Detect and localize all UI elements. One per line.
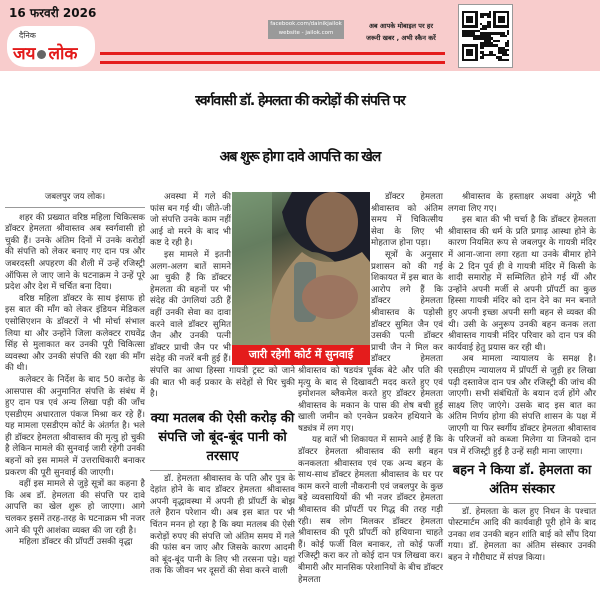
article-paragraph: श्रीवास्तव के हस्ताक्षर अथवा अंगूठे भी लगवा लिए गए। <box>448 192 596 214</box>
article-paragraph: वहीं इस मामले से जुड़े सूत्रों का कहना है कि अब डॉ. हेमलता की संपत्ति पर दावे आपत्ति का खेल शुरू हो जाएगा। आगे चलकर इसमें तरह-तरह के घटनाक्रम भी नजर आने की पूरी आशंका व्यक्त की जा रही है। <box>5 479 145 536</box>
website-link[interactable]: website - jailok.com <box>278 30 334 36</box>
logo-name-right: लोक <box>48 44 78 64</box>
qr-code-icon[interactable] <box>458 4 513 68</box>
article-paragraph: इस बात की भी चर्चा है कि डॉक्टर हेमलता श्रीवास्तव की धर्म के प्रति प्रगाढ़ आस्था होने के कारण नियमित रूप से जबलपुर के गायत्री मंदिर में आना-जाना लगा रहता था उनके बीमार होने के 2 दिन पूर्व ही वे गायत्री मंदिर में किसी के शादी समारोह में सम्मिलित होने गई थीं और उन्होंने अपनी मर्जी से अपनी प्रॉपर्टी का कुछ हिस्सा गायत्री मंदिर को दान देने का मन बनाते हुए अपनी इच्छा अपनी सगी बहन से व्यक्त की थी। उसी के अनुरूप उनकी बहन कनक लता श्रीवास्तव गायत्री मंदिर परिवार को दान पत्र की कार्यवाई हेतु प्रयास कर रही थी। <box>448 215 596 353</box>
article-column-1 <box>5 192 145 549</box>
article-column-4 <box>448 192 596 565</box>
dateline: जबलपुर जय लोक। <box>5 192 145 208</box>
globe-icon <box>37 50 46 59</box>
article-paragraph: इस मामले में इतनी अलग-अलग बातें सामने आ चुकी हैं कि डॉक्टर हेमलता की बहनों पर भी संदेह की उंगलियां उठी हैं वहीं उनकी सेवा का दावा करने वाले डॉक्टर सुमित जैन और उनकी पत्नी डॉक्टर प्राची जैन पर भी संदेह की नजरें बनी हुई हैं। संपत्ति का आधा हिस्सा गायत्री ट्रस्ट को जाने की बात भी कई प्रकार के संदेहों से घिर चुकी है। <box>150 249 295 400</box>
article-paragraph: महिला डॉक्टर की प्रॉपर्टी उसकी वृद्धा <box>19 537 133 548</box>
masthead-rule <box>100 52 445 55</box>
article-paragraph: डॉ. हेमलता श्रीवास्तव के पति और पुत्र के देहांत होने के बाद डॉक्टर हेमलता श्रीवास्तव अपनी वृद्धावस्था में अपनी ही प्रॉपर्टी के बोझ तले हैरान परेशान थी। अब इस बात पर भी चिंतन मनन हो रहा है कि क्या मतलब की ऐसी करोड़ों रुपए की संपत्ति जो अंतिम समय में गले की फांस बन जाए और जिसके कारण आदमी को बूंद-बूंद पानी के लिए भी तरसना पड़े। यहां तक कि जीवन भर दूसरों की सेवा करने वाली <box>150 473 295 577</box>
article-paragraph: अवस्था में गले की फांस बन गई थी। जीते-जी जो संपत्ति उनके काम नहीं आई वो मरने के बाद भी कष्ट दे रही है। <box>150 192 231 249</box>
promo-line: जरूरी खबर , अभी स्कैन करें <box>366 34 436 42</box>
article-paragraph: कलेक्टर के निर्देश के बाद 50 करोड़ के आसपास की अनुमानित संपत्ति के संबंध में हुए दान पत्र एवं अन्य लिखा पड़ी की जाँच एसडीएम अधारताल पंकज मिश्रा कर रहे हैं। यह मामला एसडीएम कोर्ट के अंतर्गत है। भले ही डॉक्टर हेमलता श्रीवास्तव की मृत्यु हो चुकी है लेकिन मामले की सुनवाई जारी रहेगी उनकी बहनों को इस मामले में उत्तराधिकारी बनाकर प्रकरण की पूरी सुनवाई की जाएगी। <box>5 374 145 478</box>
photo-caption: जारी रहेगी कोर्ट में सुनवाई <box>232 345 370 365</box>
headline-line-1: स्वर्गवासी डॉ. हेमलता की करोड़ों की संपत्ति पर <box>195 93 405 109</box>
article-paragraph: डॉक्टर हेमलता श्रीवास्तव को अंतिम समय में चिकित्सीय सेवा के लिए भी मोहताज होना पड़ा। <box>371 192 443 249</box>
article-column-2 <box>150 192 295 578</box>
logo-name-left: जय <box>13 44 36 64</box>
promo-line: अब आपके मोबाइल पर हर <box>368 22 434 30</box>
newspaper-logo <box>7 26 95 67</box>
issue-date: 16 फरवरी 2026 <box>9 6 97 20</box>
social-links <box>268 20 344 39</box>
subheading: क्या मतलब की ऐसी करोड़ की संपत्ति जो बूंद-बूंद पानी को तरसाए <box>150 409 295 471</box>
headline-line-2: अब शुरू होगा दावे आपत्ति का खेल <box>219 149 381 165</box>
scan-promo <box>356 20 446 44</box>
masthead-rule <box>100 61 445 64</box>
article-paragraph: अब मामला न्यायालय के समक्ष है। एसडीएम न्यायालय में प्रॉपर्टी से जुड़ी हर लिखा पढ़ी दस्तावेज दान पत्र और रजिस्ट्री की जांच की जाएगी। सभी संबंधितों के बयान दर्ज होंगे और साक्ष्य लिए जाएंगे। उसके बाद इस बात का अंतिम निर्णय होगा की संपत्ति शासन के पक्ष में जाएगी या फिर स्वर्गीय डॉक्टर हेमलता श्रीवास्तव के परिजनों को कब्जा मिलेगा या जिनको दान पत्र में रजिस्ट्री हुई है उन्हें सही माना जाएगा। <box>448 354 596 458</box>
masthead <box>0 0 600 71</box>
article-paragraph: डॉ. हेमलता के कल हुए निधन के पश्चात पोस्टमार्टम आदि की कार्यवाही पूरी होने के बाद उनका शव उनकी बहन शांति बाई को सौंप दिया गया। डॉ. हेमलता का अंतिम संस्कार उनकी बहन ने गौरीघाट में संपन्न किया। <box>448 506 596 564</box>
facebook-link[interactable]: facebook.com/dainikjailok <box>270 21 342 27</box>
article-paragraph: शहर की प्रख्यात वरिष्ठ महिला चिकित्सक डॉक्टर हेमलता श्रीवास्तव अब स्वर्गवासी हो चुकी हैं। उनके अंतिम दिनों में उनके करोड़ों की संपत्ति को लेकर बनाए गए दान पत्र और जबरदस्ती अपहरण की शैली में उन्हें रजिस्ट्री ऑफिस ले जाए जाने के घटनाक्रम ने उन्हें पूरे प्रदेश और देश में चर्चित बना दिया। <box>5 212 145 293</box>
article-paragraph: सूत्रों के अनुसार प्रशासन को की गई शिकायत में इस बात के आरोप लगे हैं कि डॉक्टर हेमलता श्रीवास्तव के पड़ोसी डॉक्टर सुमित जैन एवं उसकी पत्नी डॉक्टर प्राची जैन ने मिल कर डॉक्टर हेमलता श्रीवास्तव को षडयंत्र पूर्वक बेटे और पति की मृत्यु के बाद से दिखावटी मदद करते हुए एवं इमोशनल ब्लैकमेल करते हुए डॉक्टर हेमलता श्रीवास्तव के मकान के पास की शेष बची हुई खाली जमीन को एनकेन प्रकरेन हथियाने के षड्यंत्र में लग गए। <box>298 249 443 434</box>
logo-name <box>13 41 77 64</box>
article-paragraph: यह बातें भी शिकायत में सामने आई हैं कि डॉक्टर हेमलता श्रीवास्तव की सगी बहन कनकलता श्रीवास्तव एवं एक अन्य बहन के साथ-साथ डॉक्टर हेमलता श्रीवास्तव के घर पर काम करने वाली नौकरानी एवं जबलपुर के कुछ बड़े व्यवसायियों की भी नजर डॉक्टर हेमलता श्रीवास्तव की प्रॉपर्टी पर गिद्ध की तरह गड़ी रही। सब लोग मिलकर डॉक्टर हेमलता श्रीवास्तव की पूरी प्रॉपर्टी को हथियाना चाहते हैं। कोई फर्जी विल बनाकर, तो कोई फर्जी रजिस्ट्री करा कर तो कोई दान पत्र लिखवा कर। बीमारी और मानसिक परेशानियों के बीच डॉक्टर हेमलता <box>298 435 443 585</box>
subheading: बहन ने किया डॉ. हेमलता का अंतिम संस्कार <box>448 461 596 504</box>
article-column-3 <box>298 192 443 586</box>
logo-prefix: दैनिक <box>19 31 36 40</box>
article-paragraph: वरिष्ठ महिला डॉक्टर के साथ इंसाफ हो इस बात की माँग को लेकर इंडियन मेडिकल एसोसिएशन के डॉक्टरों ने भी मोर्चा संभाल लिया था और उन्होंने जिला कलेक्टर राघवेंद्र सिंह से मुलाकात कर उनकी पूरी चिकित्सा व्यवस्था और उनकी संपत्ति की रक्षा की माँग की थी। <box>5 293 145 374</box>
